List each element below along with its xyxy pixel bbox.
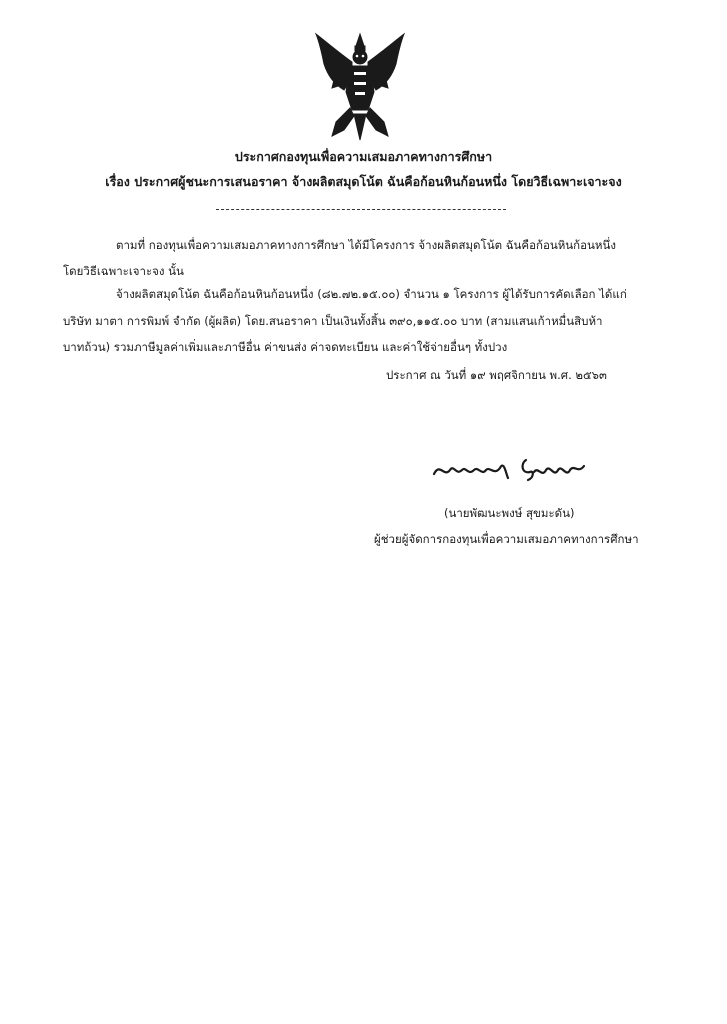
signer-name: (นายพัฒนะพงษ์ สุขมะดัน) <box>444 506 575 520</box>
garuda-emblem-icon <box>310 30 410 142</box>
paragraph-1-line-2: โดยวิธีเฉพาะเจาะจง นั้น <box>63 264 184 278</box>
signer-position: ผู้ช่วยผู้จัดการกองทุนเพื่อความเสมอภาคทางการศึกษา <box>374 532 639 546</box>
divider <box>216 209 506 210</box>
signature-icon <box>430 448 590 488</box>
paragraph-2-line-1: จ้างผลิตสมุดโน้ต ฉันคือก้อนหินก้อนหนึ่ง (๘๒.๗๒.๑๕.๐๐) จำนวน ๑ โครงการ ผู้ได้รับการคัดเลือก ได้แก่ <box>116 287 627 301</box>
paragraph-2-line-2: บริษัท มาตา การพิมพ์ จำกัด (ผู้ผลิต) โดย.สนอราคา เป็นเงินทั้งสิ้น ๓๙๐,๑๑๕.๐๐ บาท (สามแสนเก้าหมื่นสิบห้า <box>63 314 603 328</box>
paragraph-2-line-3: บาทถ้วน) รวมภาษีมูลค่าเพิ่มและภาษีอื่น ค่าขนส่ง ค่าจดทะเบียน และค่าใช้จ่ายอื่นๆ ทั้งปวง <box>63 340 508 354</box>
document-subject: เรื่อง ประกาศผู้ชนะการเสนอราคา จ้างผลิตสมุดโน้ต ฉันคือก้อนหินก้อนหนึ่ง โดยวิธีเฉพาะเจาะจง <box>105 174 622 189</box>
announcement-date: ประกาศ ณ วันที่ ๑๙ พฤศจิกายน พ.ศ. ๒๕๖๓ <box>386 368 607 382</box>
paragraph-1-line-1: ตามที่ กองทุนเพื่อความเสมอภาคทางการศึกษา ได้มีโครงการ จ้างผลิตสมุดโน้ต ฉันคือก้อนหินก้อนหนึ่ง <box>116 238 616 252</box>
document-title: ประกาศกองทุนเพื่อความเสมอภาคทางการศึกษา <box>234 149 493 164</box>
